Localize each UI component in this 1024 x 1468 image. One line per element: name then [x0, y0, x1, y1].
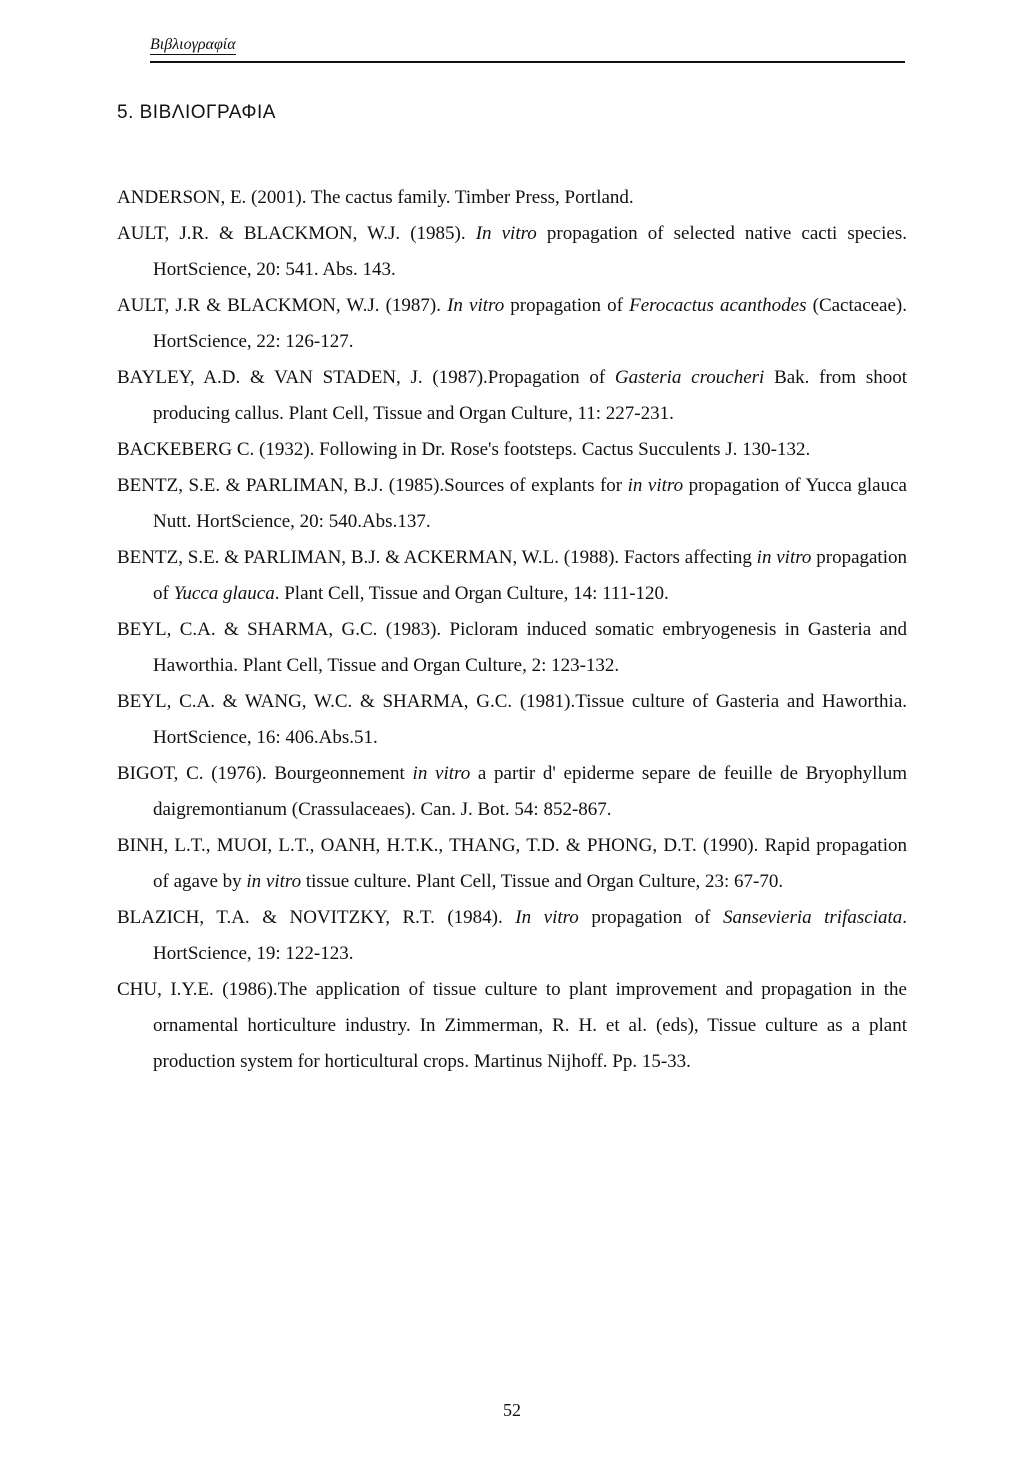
- reference-entry: [117, 684, 907, 756]
- reference-text: BEYL, C.A. & SHARMA, G.C. (1983). Picloram induced somatic embryogenesis in Gasteria and Haworthia. Plant Cell, Tissue and Organ Culture, 2: 123-132.: [117, 619, 907, 676]
- reference-text: BAYLEY, A.D. & VAN STADEN, J. (1987).Propagation of: [117, 367, 615, 388]
- reference-text: (Cactaceae). HortScience, 22: 126-127.: [153, 295, 908, 352]
- reference-entry: [117, 828, 907, 900]
- reference-italic-text: In vitro: [515, 907, 579, 928]
- running-title: Βιβλιογραφία: [150, 36, 236, 53]
- reference-text: propagation of: [578, 907, 723, 928]
- reference-italic-text: Ferocactus acanthodes: [629, 295, 807, 316]
- reference-text: . HortScience, 19: 122-123.: [153, 907, 908, 964]
- reference-text: ANDERSON, E. (2001). The cactus family. Timber Press, Portland.: [117, 187, 634, 208]
- reference-entry: [117, 540, 907, 612]
- reference-entry: [117, 468, 907, 540]
- reference-italic-text: in vitro: [246, 871, 302, 892]
- reference-text: propagation of: [153, 547, 907, 604]
- reference-italic-text: Yucca glauca: [173, 583, 275, 604]
- running-header: [150, 36, 905, 63]
- reference-entry: [117, 756, 907, 828]
- reference-italic-text: in vitro: [627, 475, 684, 496]
- reference-italic-text: Sansevieria trifasciata: [722, 907, 903, 928]
- reference-italic-text: in vitro: [756, 547, 812, 568]
- reference-entry: [117, 612, 907, 684]
- reference-text: BENTZ, S.E. & PARLIMAN, B.J. (1985).Sources of explants for: [117, 475, 628, 496]
- reference-text: BENTZ, S.E. & PARLIMAN, B.J. & ACKERMAN, W.L. (1988). Factors affecting: [117, 547, 757, 568]
- reference-list: [117, 180, 907, 1080]
- reference-text: BACKEBERG C. (1932). Following in Dr. Rose's footsteps. Cactus Succulents J. 130-132.: [117, 439, 811, 460]
- reference-italic-text: In vitro: [475, 223, 537, 244]
- reference-text: a partir d' epiderme separe de feuille de Bryophyllum daigremontianum (Crassulaceaes). Can. J. Bot. 54: 852-867.: [153, 763, 907, 820]
- reference-entry: [117, 180, 907, 216]
- reference-text: BINH, L.T., MUOI, L.T., OANH, H.T.K., THANG, T.D. & PHONG, D.T. (1990). Rapid propagation of agave by: [117, 835, 907, 892]
- reference-text: BLAZICH, T.A. & NOVITZKY, R.T. (1984).: [117, 907, 516, 928]
- reference-text: . Plant Cell, Tissue and Organ Culture, 14: 111-120.: [274, 583, 669, 604]
- reference-entry: [117, 216, 907, 288]
- reference-entry: [117, 360, 907, 432]
- reference-text: propagation of: [504, 295, 630, 316]
- reference-text: AULT, J.R. & BLACKMON, W.J. (1985).: [117, 223, 476, 244]
- reference-text: tissue culture. Plant Cell, Tissue and Organ Culture, 23: 67-70.: [301, 871, 784, 892]
- reference-entry: [117, 432, 907, 468]
- reference-text: AULT, J.R & BLACKMON, W.J. (1987).: [117, 295, 448, 316]
- reference-text: CHU, I.Y.E. (1986).The application of tissue culture to plant improvement and propagation in the ornamental horticulture industry. In Zimmerman, R. H. et al. (eds), Tissue culture as a plant production system for horticultural crops. Martinus Nijhoff. Pp. 15-33.: [117, 979, 907, 1072]
- page-number: 52: [503, 1400, 521, 1420]
- reference-text: propagation of Yucca glauca Nutt. HortScience, 20: 540.Abs.137.: [153, 475, 907, 532]
- reference-text: BEYL, C.A. & WANG, W.C. & SHARMA, G.C. (1981).Tissue culture of Gasteria and Haworthia. HortScience, 16: 406.Abs.51.: [117, 691, 907, 748]
- section-title: 5. ΒΙΒΛΙΟΓΡΑΦΙΑ: [117, 102, 276, 123]
- reference-text: propagation of selected native cacti species. HortScience, 20: 541. Abs. 143.: [153, 223, 907, 280]
- reference-entry: [117, 288, 907, 360]
- reference-text: Bak. from shoot producing callus. Plant Cell, Tissue and Organ Culture, 11: 227-231.: [153, 367, 908, 424]
- reference-entry: [117, 900, 907, 972]
- reference-italic-text: In vitro: [447, 295, 505, 316]
- reference-entry: [117, 972, 907, 1080]
- reference-text: BIGOT, C. (1976). Bourgeonnement: [117, 763, 413, 784]
- reference-italic-text: in vitro: [412, 763, 471, 784]
- reference-italic-text: Gasteria croucheri: [614, 367, 765, 388]
